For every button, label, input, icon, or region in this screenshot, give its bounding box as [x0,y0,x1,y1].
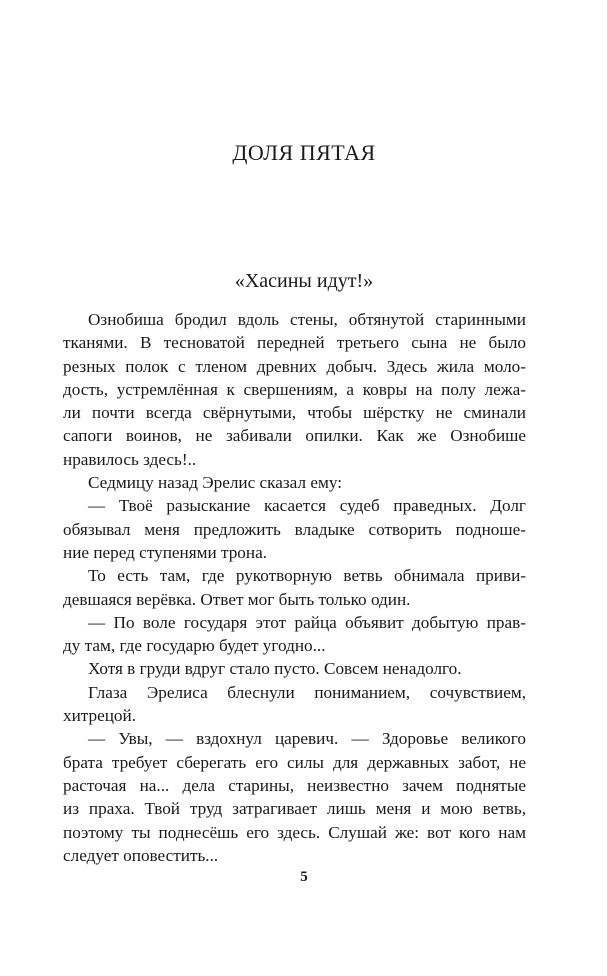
text-line: дость, устремлённая к свершениям, а ковры на полу лежа- [63,379,526,399]
text-line: брата требует сберегать его силы для державных забот, не [63,752,526,772]
text-line: сапоги воинов, не забивали опилки. Как же Ознобише [63,426,526,446]
text-line: хитрецой. [63,706,137,726]
text-line: нравилось здесь!.. [63,449,197,469]
text-line: ли почти всегда свёрнутыми, чтобы шёрстку не сминали [63,403,526,423]
text-line: ние перед ступенями трона. [63,542,268,562]
text-line: Ознобиша бродил вдоль стены, обтянутой старинными [88,310,526,329]
text-line: Глаза Эрелиса блеснули пониманием, сочувствием, [88,682,526,702]
text-line: резных полок с тленом древних добыч. Здесь жила моло- [63,356,526,376]
text-line: Хотя в груди вдруг стало пусто. Совсем ненадолго. [88,659,462,679]
text-line: — По воле государя этот райца объявит добытую прав- [88,612,526,632]
text-line: следует оповестить... [63,845,219,865]
text-line: из праха. Твой труд затрагивает лишь меня и мою ветвь, [63,799,526,819]
text-line: ду там, где государю будет угодно... [63,636,326,656]
text-line: девшаяся верёвка. Ответ мог быть только один. [63,589,411,609]
text-line: — Твоё разыскание касается судеб праведных. Долг [88,496,526,516]
text-line: расточая на... дела старины, неизвестно зачем поднятые [63,775,526,795]
text-line: поэтому ты поднесёшь его здесь. Слушай же: вот кого нам [63,822,526,842]
chapter-title: «Хасины идут!» [234,270,374,292]
text-line: тканями. В тесноватой передней третьего сына не было [63,333,526,353]
text-line: обязывал меня предложить владыке сотворить подноше- [63,519,526,539]
text-line: Седмицу назад Эрелис сказал ему: [88,473,342,493]
page-number: 5 [300,869,308,885]
text-line: То есть там, где рукотворную ветвь обнимала приви- [88,566,526,586]
text-line: — Увы, — вздохнул царевич. — Здоровье великого [88,729,526,749]
part-title: ДОЛЯ ПЯТАЯ [232,140,376,165]
body-text [63,308,526,867]
